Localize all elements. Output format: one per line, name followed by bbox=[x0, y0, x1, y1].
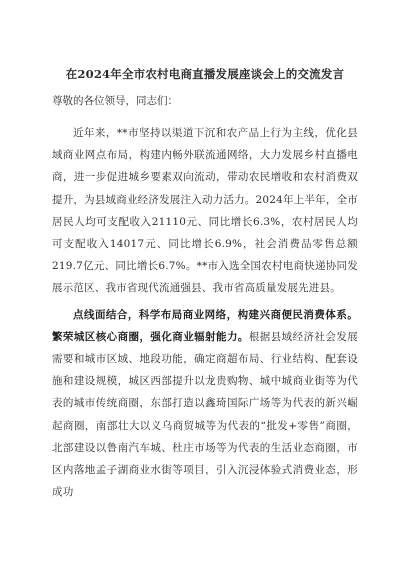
salutation: 尊敬的各位领导，同志们： bbox=[52, 95, 178, 107]
paragraph-2 bbox=[52, 304, 358, 504]
paragraph-1: 近年来，**市坚持以渠道下沉和农产品上行为主线，优化县域商业网点布局，构建内畅外联流通网络，大力发展乡村直播电商，进一步促进城乡要素双向流动，带动农民增收和农村消费双提升，为县域商业经济发展注入动力活力。2024年上半年，全市居民人均可支配收入21110元、同比增长6.3%，农村居民人均可支配收入14017元、同比增长6.9%，社会消费品零售总额219.7亿元、同比增长6.7%。**市入选全国农村电商快递协同发展示范区、我市省现代流通强县、我市省高质量发展先进县。 bbox=[52, 127, 358, 295]
document-title: 在2024年全市农村电商直播发展座谈会上的交流发言 bbox=[65, 67, 345, 81]
paragraph-2-body: 根据县域经济社会发展需要和城市区域、地段功能，确定商超布局、行业结构、配套设施和建设规模，城区西部提升以龙贵购物、城中城商业街等为代表的城市传统商圈，东部打造以鑫琦国际广场等为代表的新兴崛起商圈，南部壮大以义乌商贸城等为代表的“批发+零售”商圈，北部建设以鲁南汽车城、杜庄市场等为代表的生活业态商圈，市区内落地孟子湖商业水街等项目，引入沉浸体验式消费业态，形成功 bbox=[52, 330, 358, 499]
paragraph-2-lead: 点线面结合，科学布局商业网络，构建兴商便民消费体系。繁荣城区核心商圈，强化商业辐射能力。 bbox=[52, 308, 358, 343]
